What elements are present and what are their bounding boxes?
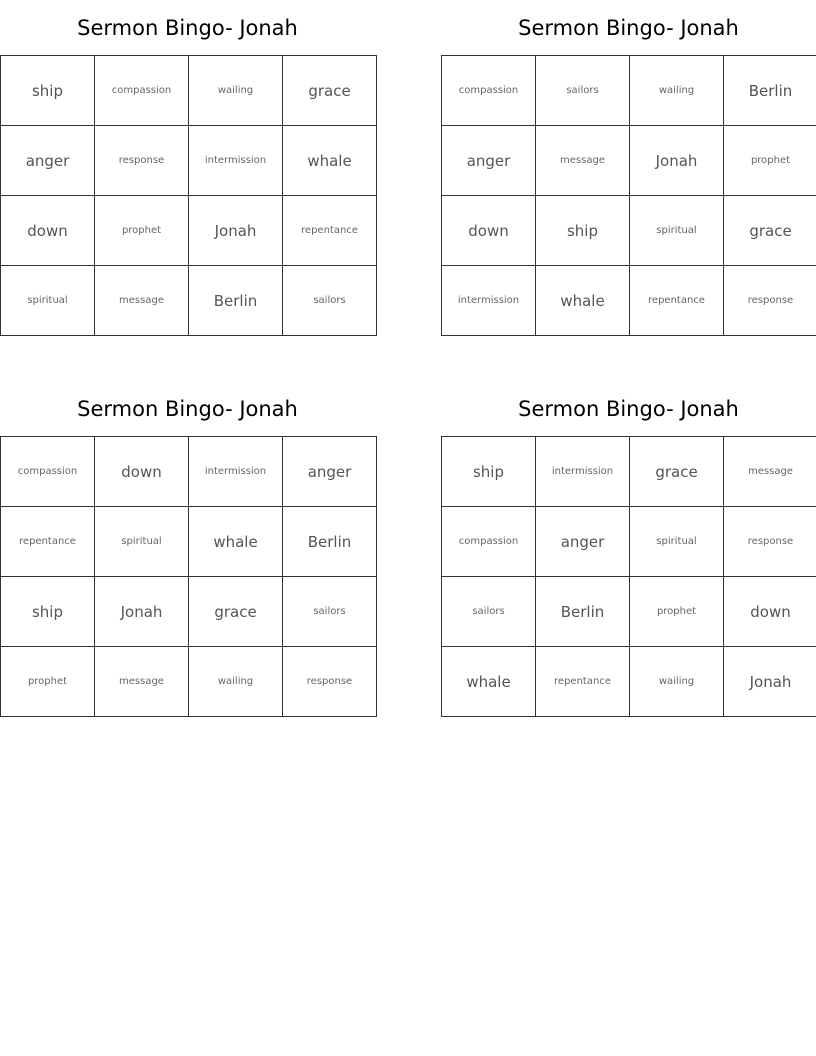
bingo-cell: Jonah (630, 126, 724, 196)
bingo-row (1, 437, 377, 507)
bingo-cell: spiritual (95, 507, 189, 577)
bingo-cell: Berlin (724, 56, 816, 126)
bingo-row (442, 647, 816, 717)
bingo-cell: grace (724, 196, 816, 266)
bingo-grid (441, 436, 816, 717)
bingo-cell: down (442, 196, 536, 266)
bingo-cell: down (95, 437, 189, 507)
bingo-cell: response (724, 507, 816, 577)
bingo-cell: grace (630, 437, 724, 507)
bingo-cell: whale (442, 647, 536, 717)
bingo-row (442, 577, 816, 647)
bingo-row (1, 126, 377, 196)
bingo-cell: ship (442, 437, 536, 507)
bingo-cell: intermission (442, 266, 536, 336)
bingo-row (1, 577, 377, 647)
bingo-cell: response (95, 126, 189, 196)
bingo-cell: sailors (442, 577, 536, 647)
bingo-cell: whale (536, 266, 630, 336)
bingo-row (442, 266, 816, 336)
bingo-cell: compassion (442, 507, 536, 577)
bingo-cell: Berlin (536, 577, 630, 647)
bingo-cell: anger (283, 437, 377, 507)
bingo-cell: compassion (1, 437, 95, 507)
bingo-grid (0, 436, 377, 717)
bingo-cell: sailors (536, 56, 630, 126)
bingo-row (442, 126, 816, 196)
bingo-cell: wailing (189, 647, 283, 717)
bingo-cell: wailing (630, 56, 724, 126)
bingo-card-3 (0, 381, 375, 717)
bingo-cell: ship (1, 577, 95, 647)
bingo-cell: compassion (95, 56, 189, 126)
bingo-cell: ship (536, 196, 630, 266)
bingo-cell: wailing (630, 647, 724, 717)
bingo-cell: intermission (189, 437, 283, 507)
bingo-cell: repentance (1, 507, 95, 577)
bingo-cell: repentance (630, 266, 724, 336)
bingo-cell: spiritual (630, 196, 724, 266)
bingo-row (442, 56, 816, 126)
card-title: Sermon Bingo- Jonah (77, 396, 298, 421)
bingo-row (1, 196, 377, 266)
bingo-cell: prophet (1, 647, 95, 717)
bingo-cell: anger (536, 507, 630, 577)
bingo-cell: response (724, 266, 816, 336)
card-title: Sermon Bingo- Jonah (518, 396, 739, 421)
bingo-cell: prophet (95, 196, 189, 266)
bingo-cell: response (283, 647, 377, 717)
bingo-cell: Berlin (283, 507, 377, 577)
bingo-cell: whale (283, 126, 377, 196)
bingo-cell: ship (1, 56, 95, 126)
bingo-cell: anger (1, 126, 95, 196)
bingo-cell: intermission (189, 126, 283, 196)
bingo-row (442, 196, 816, 266)
bingo-cell: spiritual (1, 266, 95, 336)
bingo-cell: sailors (283, 577, 377, 647)
bingo-cell: message (95, 266, 189, 336)
bingo-cell: message (724, 437, 816, 507)
bingo-cell: intermission (536, 437, 630, 507)
bingo-cell: whale (189, 507, 283, 577)
bingo-cell: compassion (442, 56, 536, 126)
bingo-row (442, 437, 816, 507)
bingo-cell: repentance (283, 196, 377, 266)
bingo-grid (0, 55, 377, 336)
bingo-row (1, 647, 377, 717)
bingo-row (1, 266, 377, 336)
bingo-row (1, 56, 377, 126)
bingo-cell: wailing (189, 56, 283, 126)
bingo-cell: repentance (536, 647, 630, 717)
bingo-card-2 (441, 0, 816, 336)
bingo-row (442, 507, 816, 577)
bingo-row (1, 507, 377, 577)
bingo-card-1 (0, 0, 375, 336)
bingo-cell: down (1, 196, 95, 266)
bingo-cell: Jonah (724, 647, 816, 717)
card-title: Sermon Bingo- Jonah (518, 15, 739, 40)
card-title: Sermon Bingo- Jonah (77, 15, 298, 40)
bingo-cell: grace (283, 56, 377, 126)
bingo-cell: prophet (630, 577, 724, 647)
bingo-grid (441, 55, 816, 336)
bingo-cell: Jonah (95, 577, 189, 647)
bingo-cell: sailors (283, 266, 377, 336)
bingo-cell: Berlin (189, 266, 283, 336)
bingo-cell: message (95, 647, 189, 717)
bingo-cell: grace (189, 577, 283, 647)
bingo-cell: spiritual (630, 507, 724, 577)
bingo-cell: prophet (724, 126, 816, 196)
bingo-cell: anger (442, 126, 536, 196)
bingo-cell: message (536, 126, 630, 196)
bingo-cell: down (724, 577, 816, 647)
bingo-card-4 (441, 381, 816, 717)
bingo-cell: Jonah (189, 196, 283, 266)
